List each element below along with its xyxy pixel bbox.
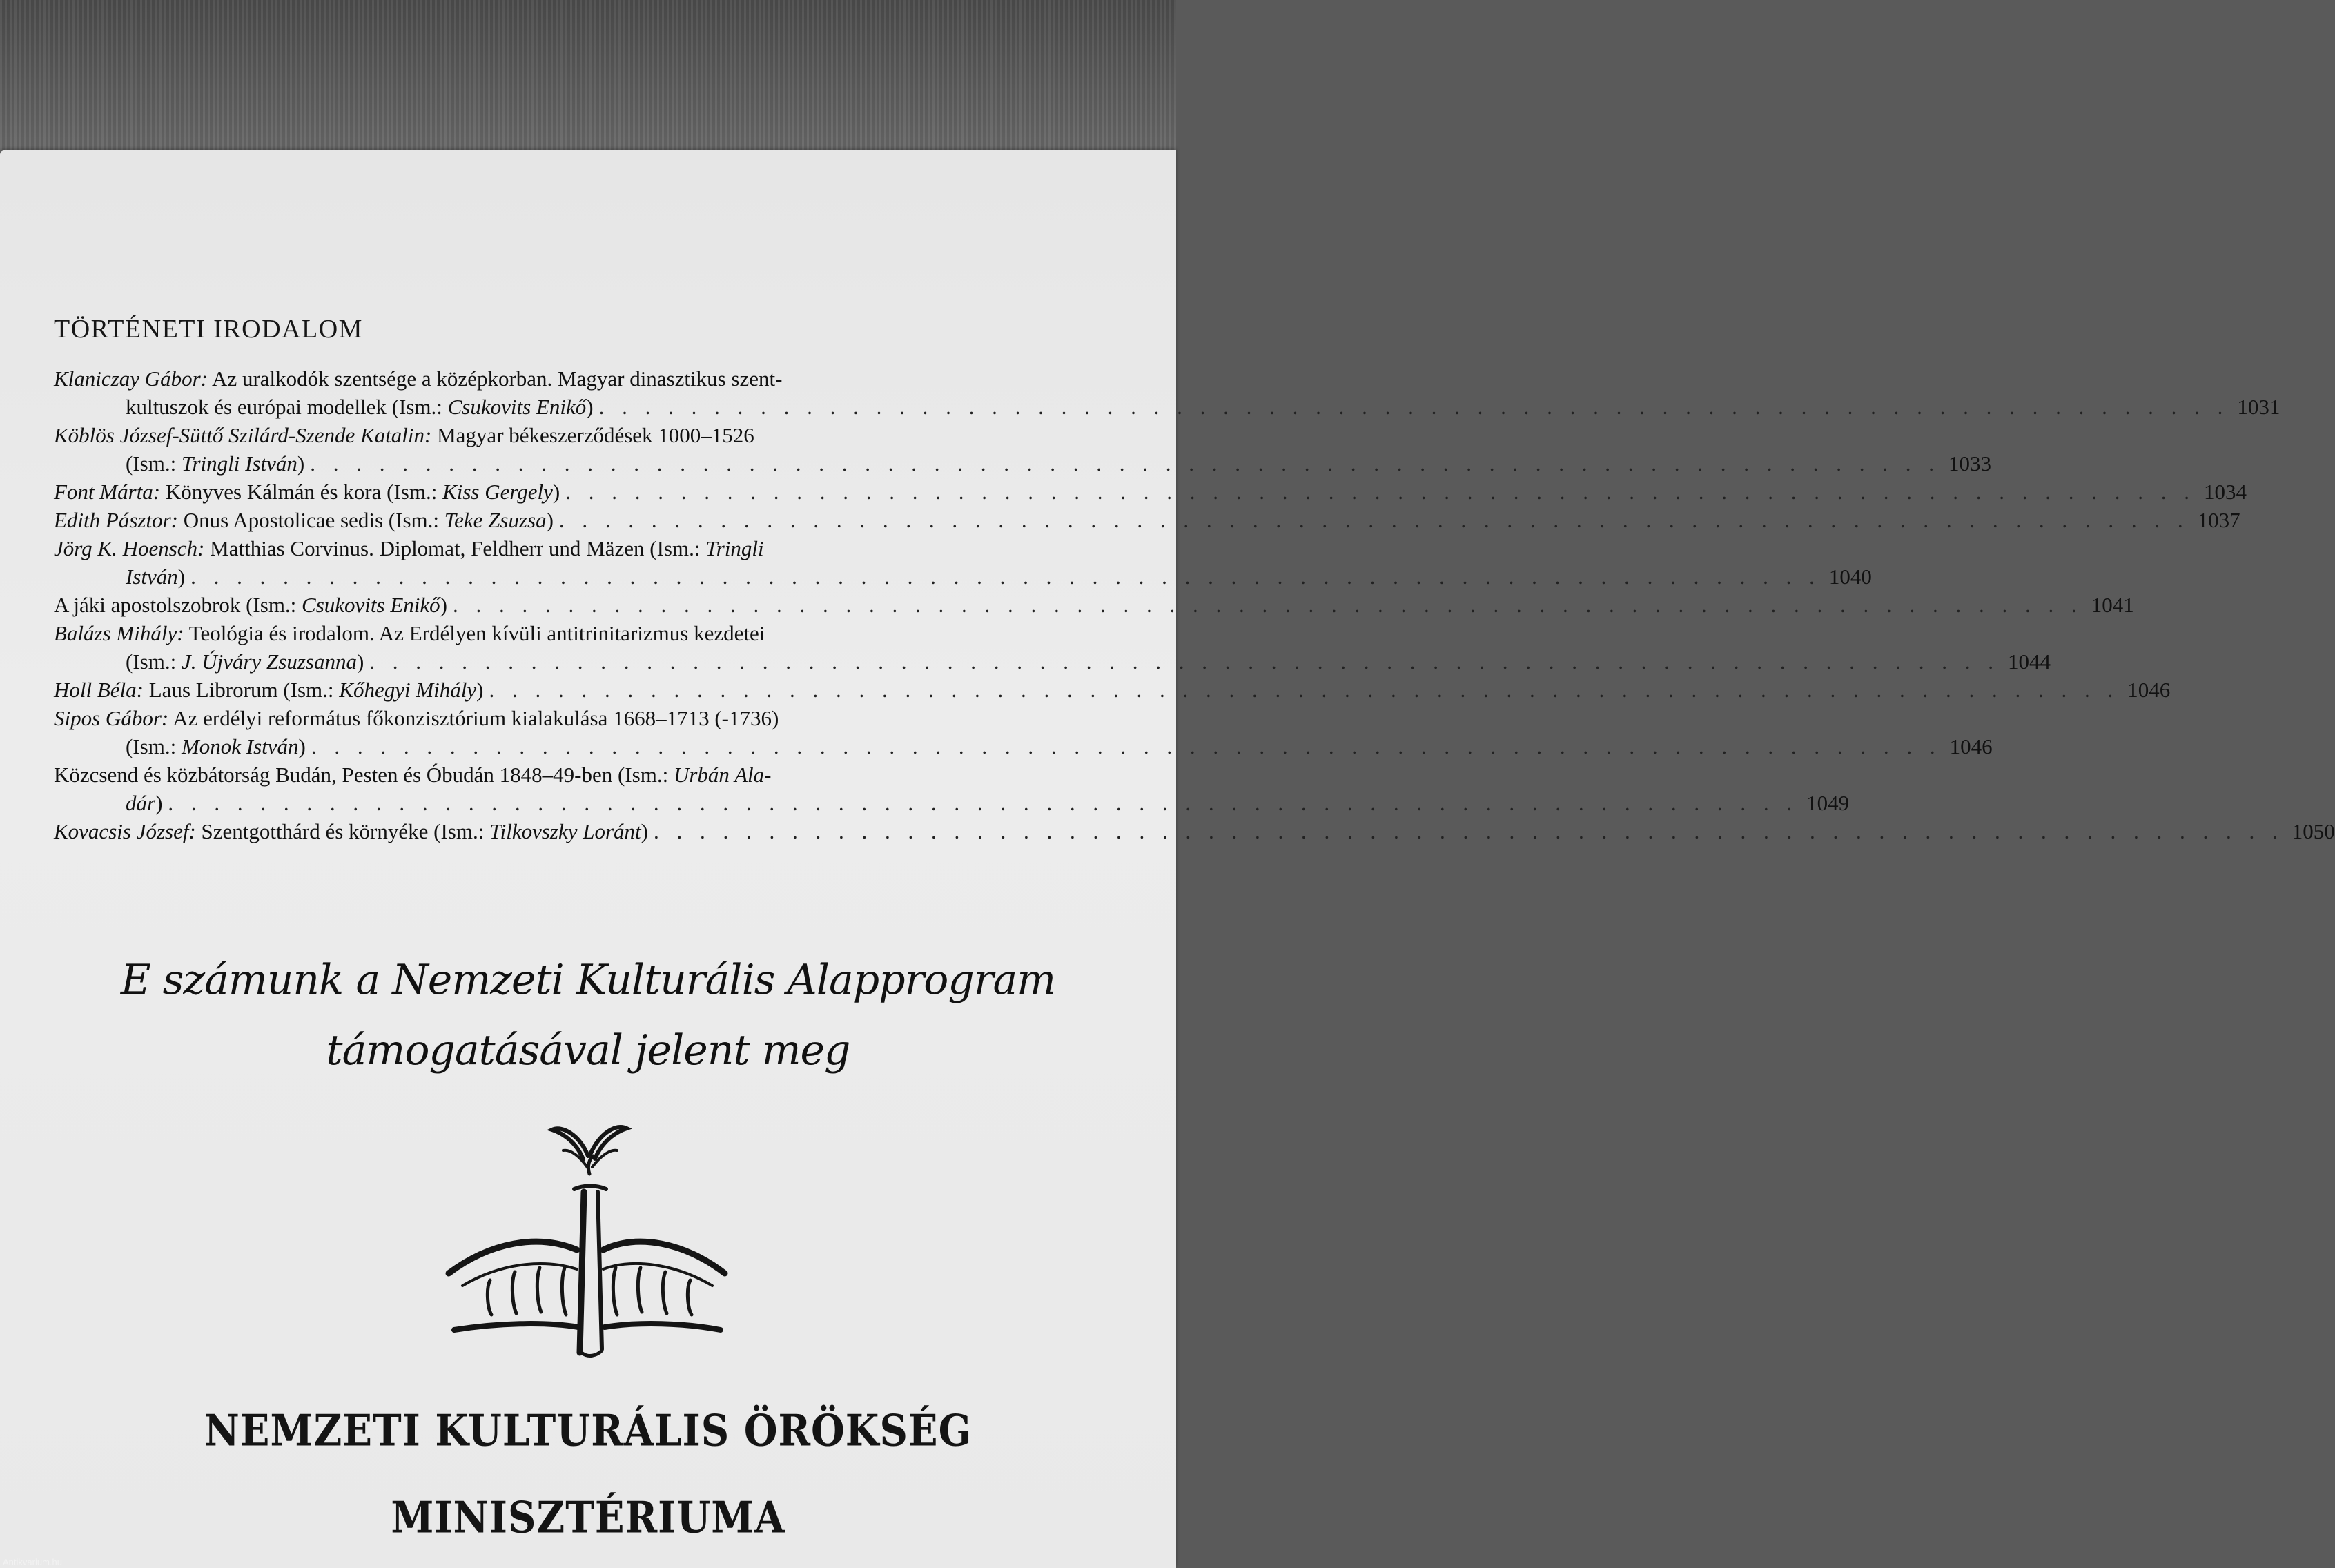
toc-entry-text [126,562,185,591]
roman-text: Az erdélyi református főkonzisztórium kialakulása 1668–1713 (-1736) [168,706,779,730]
toc-entry-line [54,421,1120,449]
roman-text: Könyves Kálmán és kora (Ism.: [160,480,443,504]
toc-entry-text [126,393,594,421]
toc-entry-text [54,591,447,619]
page-number: 1044 [2008,649,2051,674]
roman-text: ) [440,593,447,617]
roman-text: ) [297,451,305,476]
roman-text: (Ism.: [126,451,182,476]
italic-text: Kőhegyi Mihály [339,678,477,702]
toc-entry-line [54,732,1993,761]
toc-entry [54,421,1991,478]
toc-entry-line [54,364,1120,393]
toc-entry-line [54,506,2240,534]
roman-text: ) [546,508,554,532]
page-number: 1034 [2204,480,2247,504]
roman-text: Magyar békeszerződések 1000–1526 [431,423,754,447]
dot-leader: . . . . . . . . . . . . . . . . . . . . . . . . . . . . . . . . . . . . . . . . . . . . . . . . . . . . . . . . . . . . . . . . . . . . . . . [310,451,1940,476]
roman-text: Szentgotthárd és környéke (Ism.: [195,819,490,843]
toc-entry-line [54,534,1120,562]
toc-entry-text [126,789,162,817]
roman-text: A jáki apostolszobrok (Ism.: [54,593,302,617]
italic-text: Sipos Gábor: [54,706,169,730]
dot-leader: . . . . . . . . . . . . . . . . . . . . . . . . . . . . . . . . . . . . . . . . . . . . . . . . . . . . . . . . . . . . . . . . . . . . . . . [369,649,2000,674]
toc-entry-line [54,562,1872,591]
italic-text: J. Újváry Zsuzsanna [181,649,357,674]
sponsor-announcement-line-2: támogatásával jelent meg [326,1026,850,1075]
roman-text: ) [476,678,484,702]
roman-text: ) [356,649,364,674]
page-number: 1041 [2091,593,2134,617]
italic-text: Klaniczay Gábor: [54,366,208,391]
italic-text: dár [126,791,156,815]
toc-entry-line [54,619,1120,647]
watermark: Antikvarium.hu [3,1557,62,1567]
toc-entry [54,619,2051,676]
dot-leader: . . . . . . . . . . . . . . . . . . . . . . . . . . . . . . . . . . . . . . . . . . . . . . . . . . . . . . . . . . . . . . . . . . . . . . . [452,593,2083,617]
dot-leader: . . . . . . . . . . . . . . . . . . . . . . . . . . . . . . . . . . . . . . . . . . . . . . . . . . . . . . . . . . . . . . . . . . . . . . . [653,819,2284,843]
italic-text: Kiss Gergely [442,480,553,504]
toc-entry-text [54,506,554,534]
toc-entry-line [54,478,2247,506]
dot-leader: . . . . . . . . . . . . . . . . . . . . . . . . . . . . . . . . . . . . . . . . . . . . . . . . . . . . . . . . . . . . . . . . . . . . . . . [598,395,2229,419]
italic-text: Tringli [705,536,764,560]
italic-text: Teke Zsuzsa [444,508,547,532]
page-number: 1040 [1828,565,1872,589]
roman-text: (Ism.: [126,734,182,758]
toc-entry-text [126,732,306,761]
toc-entry [54,534,1872,591]
toc-entry-text [54,536,764,560]
toc-entry-line [54,393,2280,421]
roman-text: Laus Librorum (Ism.: [144,678,340,702]
italic-text: Jörg K. Hoensch: [54,536,205,560]
page-number: 1049 [1806,791,1850,815]
roman-text: ) [641,819,648,843]
toc-entry-line [54,647,2051,676]
sponsor-announcement-line-1: E számunk a Nemzeti Kulturális Alapprogram [120,956,1056,1004]
toc-entry [54,364,2280,421]
page-number: 1037 [2197,508,2240,532]
toc-entry-text [54,478,560,506]
toc-entry [54,506,2240,534]
dot-leader: . . . . . . . . . . . . . . . . . . . . . . . . . . . . . . . . . . . . . . . . . . . . . . . . . . . . . . . . . . . . . . . . . . . . . . . [489,678,2120,702]
toc-entry-text [54,366,782,391]
toc-entry [54,817,2335,845]
italic-text: Font Márta: [54,480,161,504]
toc-entry [54,704,1993,761]
italic-text: Kovacsis József: [54,819,196,843]
toc-entry-text [54,676,483,704]
toc-entry-text [54,763,771,787]
italic-text: Tringli István [181,451,297,476]
italic-text: Köblös József-Süttő Szilárd-Szende Katalin: [54,423,432,447]
roman-text: Közcsend és közbátorság Budán, Pesten és Óbudán 1848–49-ben (Ism.: [54,763,674,787]
page-number: 1050 [2292,819,2335,843]
dot-leader: . . . . . . . . . . . . . . . . . . . . . . . . . . . . . . . . . . . . . . . . . . . . . . . . . . . . . . . . . . . . . . . . . . . . . . . [558,508,2189,532]
page-number: 1046 [1949,734,1993,758]
toc-entry-line [54,789,1850,817]
italic-text: Urbán Ala- [673,763,772,787]
italic-text: Tilkovszky Loránt [489,819,641,843]
roman-text: Matthias Corvinus. Diplomat, Feldherr und Mäzen (Ism.: [204,536,706,560]
italic-text: Csukovits Enikő [447,395,587,419]
toc-entry-text [126,449,304,478]
page-number: 1031 [2237,395,2280,419]
toc-entry-text [54,423,754,447]
toc-entry [54,676,2171,704]
roman-text: Onus Apostolicae sedis (Ism.: [177,508,444,532]
page-number: 1046 [2127,678,2171,702]
toc-entry-line [54,817,2335,845]
roman-text: Az uralkodók szentsége a középkorban. Magyar dinasztikus szent- [208,366,783,391]
italic-text: Monok István [181,734,299,758]
roman-text: (Ism.: [126,649,182,674]
roman-text: ) [586,395,594,419]
toc-entry-text [54,621,765,645]
roman-text: ) [155,791,163,815]
dot-leader: . . . . . . . . . . . . . . . . . . . . . . . . . . . . . . . . . . . . . . . . . . . . . . . . . . . . . . . . . . . . . . . . . . . . . . . [190,565,1821,589]
toc-entry [54,761,1850,817]
table-of-contents [54,364,2335,845]
toc-entry-line [54,761,1120,789]
roman-text: ) [298,734,306,758]
dot-leader: . . . . . . . . . . . . . . . . . . . . . . . . . . . . . . . . . . . . . . . . . . . . . . . . . . . . . . . . . . . . . . . . . . . . . . . [565,480,2196,504]
toc-entry-text [126,647,364,676]
background-surface [0,0,1176,162]
roman-text: Teológia és irodalom. Az Erdélyen kívüli antitrinitarizmus kezdetei [184,621,765,645]
italic-text: István [126,565,178,589]
roman-text: kultuszok és európai modellek (Ism.: [126,395,448,419]
italic-text: Edith Pásztor: [54,508,178,532]
italic-text: Csukovits Enikő [302,593,440,617]
toc-entry [54,591,2134,619]
toc-entry-line [54,591,2134,619]
italic-text: Balázs Mihály: [54,621,184,645]
roman-text: ) [552,480,560,504]
nka-torch-logo-icon [442,1108,732,1363]
italic-text: Holl Béla: [54,678,144,702]
dot-leader: . . . . . . . . . . . . . . . . . . . . . . . . . . . . . . . . . . . . . . . . . . . . . . . . . . . . . . . . . . . . . . . . . . . . . . . [311,734,1942,758]
toc-entry-text [54,706,779,730]
toc-entry-text [54,817,648,845]
dot-leader: . . . . . . . . . . . . . . . . . . . . . . . . . . . . . . . . . . . . . . . . . . . . . . . . . . . . . . . . . . . . . . . . . . . . . . . [168,791,1799,815]
toc-entry [54,478,2247,506]
roman-text: ) [177,565,186,589]
section-heading: TÖRTÉNETI IRODALOM [54,315,363,344]
toc-entry-line [54,449,1991,478]
ministry-name-line-2: MINISZTÉRIUMA [391,1492,785,1543]
ministry-name-line-1: NEMZETI KULTURÁLIS ÖRÖKSÉG [204,1405,973,1456]
toc-entry-line [54,704,1120,732]
page-number: 1033 [1948,451,1991,476]
toc-entry-line [54,676,2171,704]
